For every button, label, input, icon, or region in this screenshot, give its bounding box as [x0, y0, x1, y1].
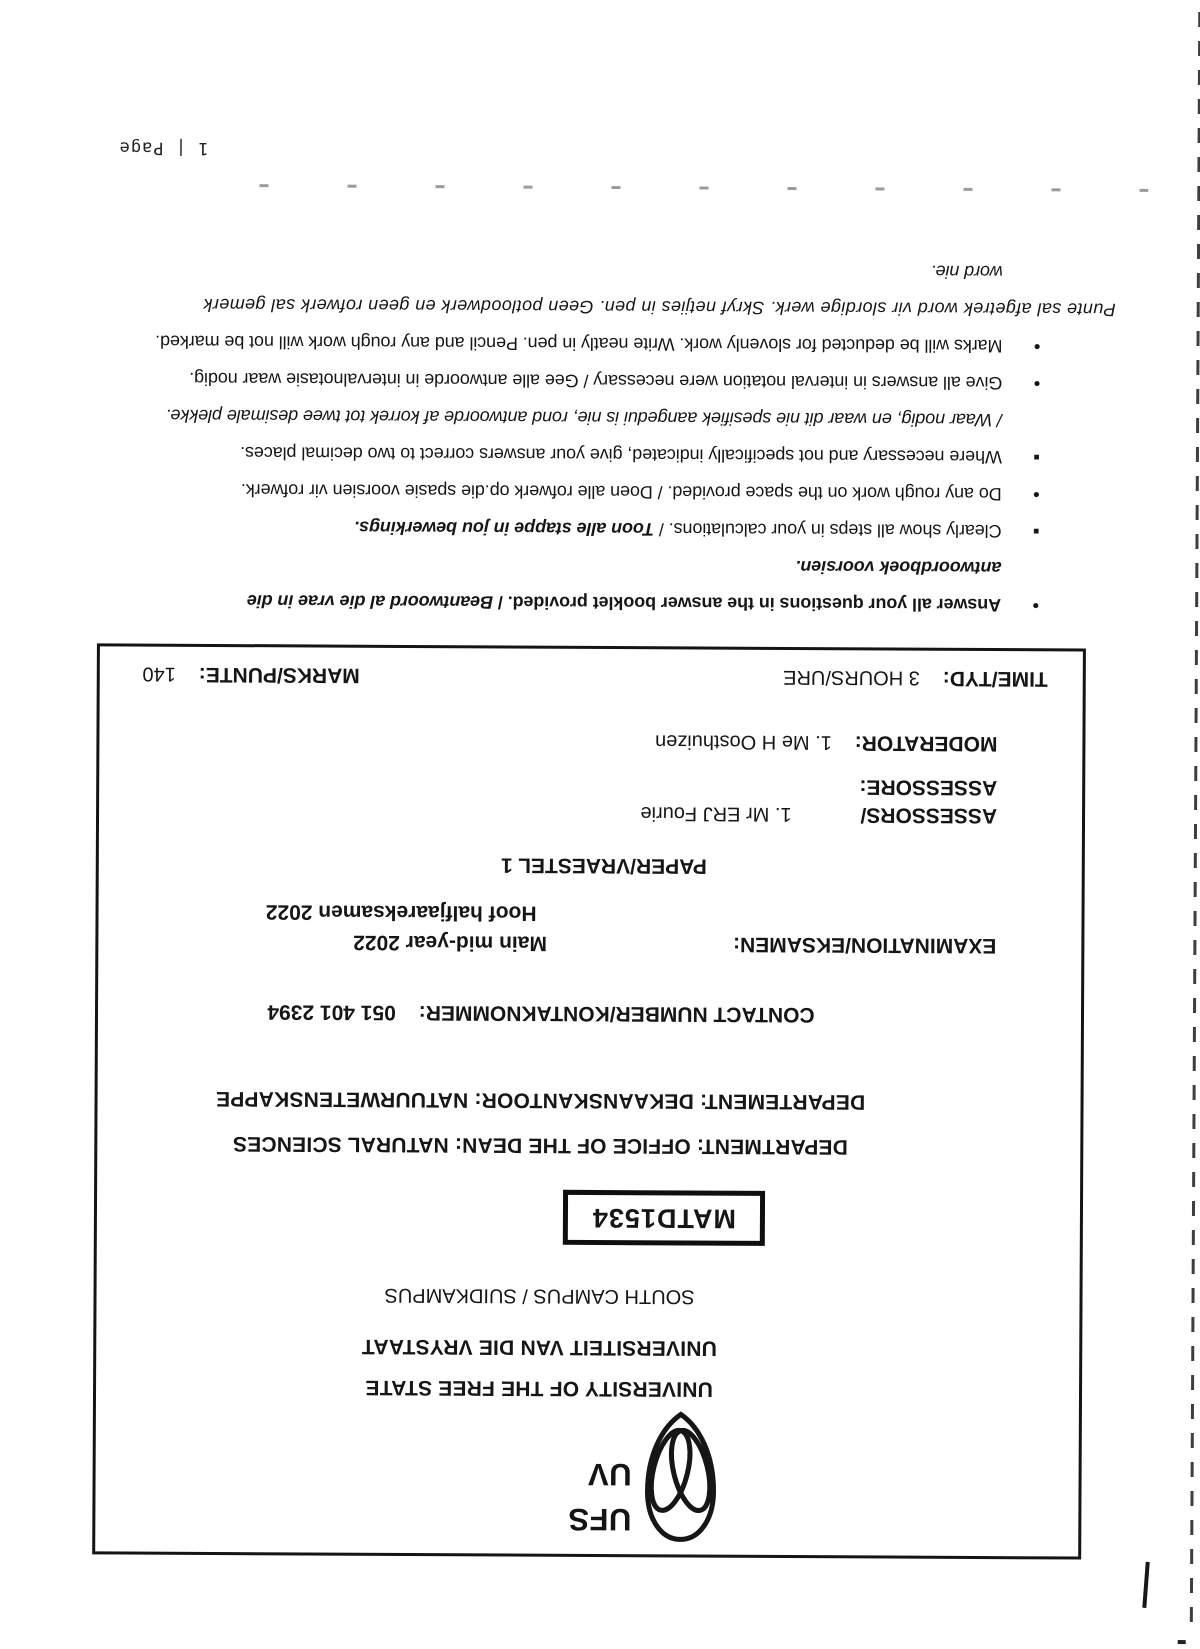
moderator-label: MODERATOR:	[854, 731, 998, 756]
moderator-value: 1. Me H Oosthuizen	[655, 730, 832, 754]
scan-edge-dashes-artifact	[1190, 11, 1200, 1622]
time-marks-row	[142, 662, 1048, 691]
marks-value: 140	[142, 662, 176, 685]
instruction-text-af: word nie.	[930, 261, 1003, 283]
moderator-row	[655, 729, 997, 755]
department-line-af: DEPARTEMENT: DEKAANSKANTOOR: NATUURWETENSKAPPE	[215, 1086, 866, 1114]
footer-rule-dashes	[243, 184, 1148, 192]
disc-bullet-icon: •	[1033, 335, 1041, 357]
disc-bullet-icon: •	[1032, 594, 1040, 616]
instruction-text-en: Where necessary and not specifically indicated, give your answers correct to two decimal places.	[240, 443, 1002, 468]
instruction-text-en: Clearly show all steps in your calculations. /	[654, 519, 1002, 542]
assessors-row	[640, 801, 997, 827]
instructions-list	[7, 248, 1116, 623]
examination-value-en: Main mid-year 2022	[353, 930, 547, 955]
instruction-text-af: antwoordboek voorsien.	[795, 557, 1002, 579]
department-line-en: DEPARTMENT: OFFICE OF THE DEAN: NATURAL SCIENCES	[232, 1132, 848, 1159]
contact-number: 051 401 2394	[267, 1000, 396, 1024]
paper-title: PAPER/VRAESTEL 1	[500, 853, 707, 878]
examination-value-af: Hoof halfjaareksamen 2022	[265, 900, 537, 925]
instruction-text: Give all answers in interval notation were necessary / Gee alle antwoorde in intervalnotasie waar nodig.	[189, 368, 1003, 394]
instruction-interval-notation	[8, 359, 1042, 401]
uv-acronym: UV	[587, 1456, 632, 1493]
university-name-af: UNIVERSITEIT VAN DIE VRYSTAAT	[361, 1334, 717, 1360]
instruction-text-en: Answer all your questions in the answer booklet provided. /	[492, 592, 1002, 616]
module-code-box: MATD1534	[563, 1190, 765, 1246]
disc-bullet-icon: •	[1033, 372, 1041, 394]
instruction-text-af: / Waar nodig, en waar dit nie spesifiek aangedui is nie, rond antwoorde af korrek tot twee desimale plekke.	[165, 405, 1003, 431]
ufs-acronym: UFS	[567, 1501, 632, 1538]
campus-name: SOUTH CAMPUS / SUIDKAMPUS	[384, 1283, 695, 1308]
instruction-show-steps	[7, 507, 1041, 549]
examination-label: EXAMINATION/EKSAMEN:	[733, 932, 997, 958]
marks-block	[142, 662, 359, 687]
time-label: TIME/TYD:	[942, 666, 1048, 691]
square-bullet-icon: ▪	[1033, 446, 1040, 468]
contact-label: CONTACT NUMBER/KONTAKNOMMER:	[418, 1001, 815, 1027]
ufs-logo	[568, 1405, 721, 1545]
scan-smudge-artifact	[1142, 1562, 1149, 1608]
assessors-label-en: ASSESSORS/	[860, 803, 998, 828]
square-bullet-icon: ▪	[1032, 520, 1040, 542]
ufs-flame-icon	[640, 1405, 721, 1544]
instruction-neat-work	[8, 248, 1116, 364]
instruction-text-af: Toon alle stappe in jou bewerkings.	[354, 517, 655, 540]
marks-label: MARKS/PUNTE:	[198, 662, 360, 687]
instruction-rough-work	[8, 470, 1042, 512]
instruction-answer-booklet	[7, 544, 1041, 623]
ufs-logo-text	[568, 1405, 632, 1544]
scan-smudge-artifact	[1178, 1640, 1186, 1644]
instruction-decimal-places	[8, 396, 1042, 475]
disc-bullet-icon: •	[1033, 483, 1040, 505]
examination-row	[353, 930, 996, 957]
university-name-en: UNIVERSITY OF THE FREE STATE	[365, 1375, 713, 1401]
time-value: 3 HOURS/URE	[783, 665, 920, 689]
assessors-value: 1. Mr ERJ Fourie	[640, 802, 792, 826]
page-number: 1 | Page	[118, 137, 209, 158]
contact-line	[98, 998, 984, 1027]
instruction-text-en: Marks will be deducted for slovenly work. Write neatly in pen. Pencil and any rough work will not be marked.	[155, 331, 1003, 357]
instruction-text: Do any rough work on the space provided. / Doen alle rofwerk op.die spasie voorsien vir rofwerk.	[240, 480, 1002, 505]
instruction-text-af: Beantwoord al die vrae in die	[246, 591, 494, 613]
instruction-text-af: Punte sal afgetrek word vir slordige werk. Skryf netjies in pen. Geen potloodwerk en geen rofwerk sal gemerk	[203, 294, 1116, 320]
assessors-label-af: ASSESSORE:	[859, 775, 998, 800]
header-box	[92, 643, 1086, 1559]
